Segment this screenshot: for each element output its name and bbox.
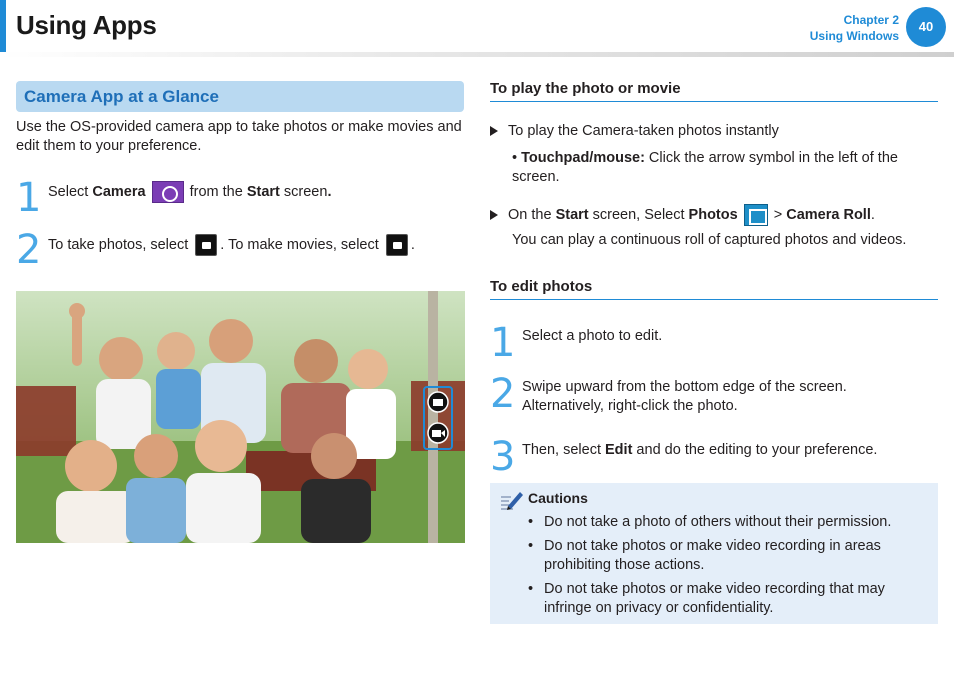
step-text-part: from the — [185, 183, 247, 200]
step-number: 2 — [16, 227, 42, 273]
caution-item: • Do not take a photo of others without their permission. — [528, 513, 928, 532]
step-text-part: . To make movies, select — [220, 236, 383, 253]
step-number: 2 — [490, 371, 516, 417]
cautions-box — [490, 483, 938, 624]
step-text-part: screen — [279, 183, 328, 200]
step-text-select-camera — [48, 181, 331, 203]
start-screen-name: Start — [555, 206, 589, 223]
arrow-bullet-icon — [490, 126, 498, 136]
video-capture-icon — [386, 234, 408, 256]
step-text-part: . — [410, 236, 415, 253]
camera-app-name: Camera — [92, 183, 146, 200]
group-photo-illustration — [16, 291, 465, 543]
camera-tile-icon — [152, 181, 184, 203]
caution-item: • Do not take photos or make video recording in areas prohibiting those actions. — [528, 537, 928, 575]
play-item-text: screen, Select — [588, 206, 689, 223]
touchpad-mouse-label: Touchpad/mouse: — [521, 150, 645, 166]
header-divider — [0, 52, 954, 57]
page-number-badge: 40 — [906, 7, 946, 47]
cautions-title: Cautions — [528, 490, 588, 506]
step-number: 1 — [16, 175, 42, 221]
breadcrumb-separator: > — [769, 206, 787, 223]
step-text-period: . — [327, 183, 332, 200]
pen-note-icon — [498, 489, 524, 513]
play-heading: To play the photo or movie — [490, 80, 938, 102]
play-item-text: To play the Camera-taken photos instantly — [508, 123, 779, 139]
step-number: 3 — [490, 434, 516, 480]
overlay-photo-button — [428, 392, 448, 412]
intro-text: Use the OS-provided camera app to take photos or make movies and edit them to your preference. — [16, 119, 462, 154]
edit-command-name: Edit — [605, 442, 633, 458]
play-sub-text: Click the arrow symbol in the left of the screen. — [512, 150, 898, 185]
camera-preview-photo — [16, 291, 465, 543]
header-accent-bar — [0, 0, 6, 52]
play-item-note: You can play a continuous roll of captured photos and videos. — [512, 232, 907, 248]
chapter-name: Using Windows — [809, 29, 899, 43]
chapter-number: Chapter 2 — [843, 13, 899, 27]
section-title: Camera App at a Glance — [16, 81, 464, 112]
sub-bullet: • — [512, 150, 522, 166]
play-item-instant — [490, 122, 779, 141]
edit-step-part: Then, select — [522, 442, 606, 458]
caution-item: • Do not take photos or make video recording that may infringe on privacy or confidentiality. — [528, 580, 928, 618]
photo-capture-icon — [195, 234, 217, 256]
edit-step-text: Select a photo to edit. — [522, 328, 663, 344]
start-screen-name: Start — [246, 183, 280, 200]
step-text-take-photos — [48, 234, 415, 256]
step-text-part: Select — [48, 183, 93, 200]
edit-step-text — [522, 441, 877, 460]
edit-step-part: and do the editing to your preference. — [632, 442, 878, 458]
page-title: Using Apps — [16, 10, 157, 40]
step-number: 1 — [490, 320, 516, 366]
step-text-part: To take photos, select — [48, 236, 193, 253]
overlay-video-button — [428, 423, 448, 443]
play-item-photos-app — [490, 204, 875, 226]
play-item-text: On the — [508, 206, 556, 223]
arrow-bullet-icon — [490, 210, 498, 220]
photos-app-name: Photos — [688, 206, 738, 223]
edit-step-text: Swipe upward from the bottom edge of the screen. Alternatively, right-click the photo. — [522, 379, 847, 414]
cautions-list — [528, 513, 928, 623]
play-item-sub — [512, 149, 932, 187]
chapter-label — [810, 12, 899, 44]
photos-tile-icon — [744, 204, 768, 226]
camera-roll-name: Camera Roll — [786, 206, 871, 223]
edit-heading: To edit photos — [490, 278, 938, 300]
play-item-text: . — [870, 206, 875, 223]
